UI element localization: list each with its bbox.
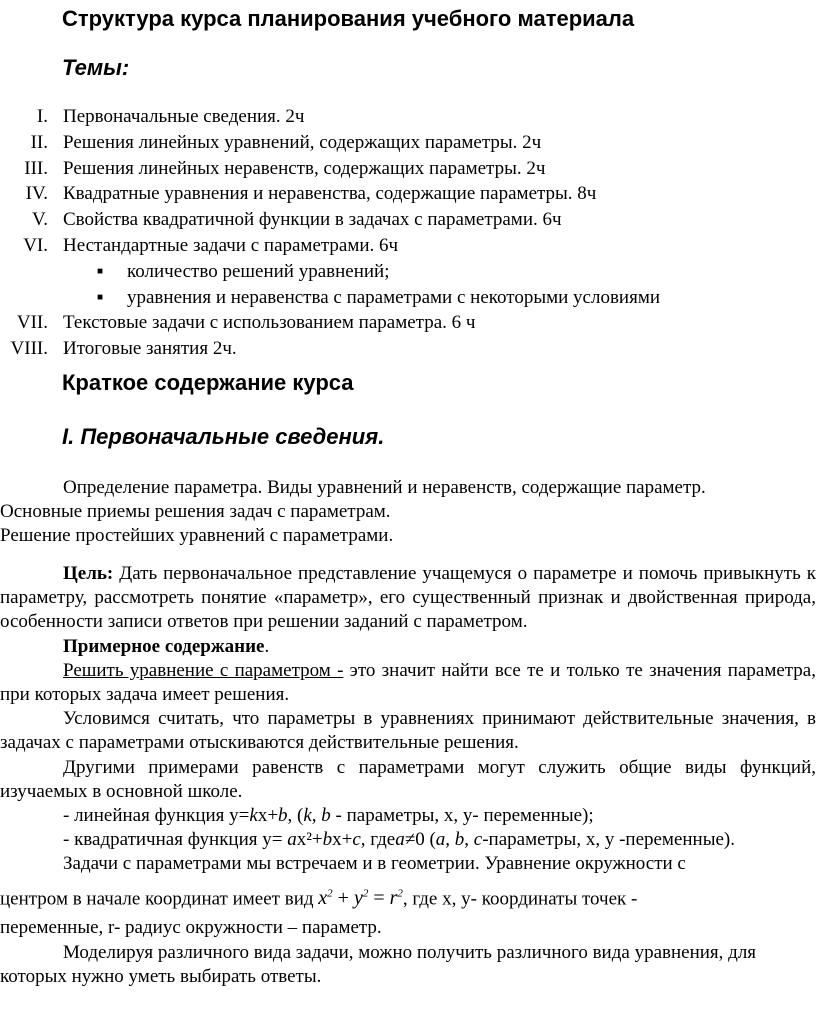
list-item [0, 336, 816, 362]
formula-text: , [445, 829, 455, 851]
circle-equation-line [0, 877, 816, 917]
sublist-text: уравнения и неравенства с параметрами с некоторыми условиями [127, 286, 661, 308]
square-bullet-icon: ■ [97, 291, 104, 303]
sample-label: Примерное содержание [63, 635, 265, 657]
geometry-line: Задачи с параметрами мы встречаем и в геометрии. Уравнение окружности с [63, 853, 686, 875]
formula-exponent: 2 [327, 887, 333, 900]
list-item [0, 156, 816, 182]
goal-text: Дать первоначальное представление учащемуся о параметре и помочь привыкнуть к параметру, рассмотреть понятие «параметр», его существенный признак и двойственная природа, особенности записи ответов при решении заданий с параметром. [0, 563, 816, 633]
formula-var: a [435, 829, 446, 851]
formula-var: r [389, 887, 398, 910]
sample-heading: Примерное содержание. [63, 635, 270, 657]
formula-text: - линейная функция y= [63, 805, 250, 827]
square-bullet-icon: ■ [97, 265, 104, 277]
list-number: VI. [23, 234, 48, 256]
topics-list [0, 104, 816, 362]
list-number: VII. [16, 312, 48, 334]
formula-text: x+ [332, 829, 353, 851]
list-item [0, 104, 816, 130]
formula-text: x+ [257, 805, 279, 827]
formula-exponent: 2 [397, 887, 403, 900]
list-number: III. [24, 157, 48, 179]
list-number: II. [30, 131, 48, 153]
list-text: Первоначальные сведения. 2ч [63, 106, 305, 127]
list-item [0, 207, 816, 233]
list-item [0, 310, 816, 336]
list-text: Итоговые занятия 2ч. [63, 338, 237, 360]
list-item [0, 233, 816, 259]
definition-text: это значит найти все те и только те значения параметра, при которых задача имеет решения. [0, 659, 816, 706]
list-text: Квадратные уравнения и неравенства, содержащие параметры. 8ч [63, 183, 597, 205]
formula-text: , где [360, 829, 396, 851]
list-text: Свойства квадратичной функции в задачах с параметрами. 6ч [63, 209, 562, 231]
formula-operator: = [368, 887, 390, 910]
intro-line: Основные приемы решения задач с параметрам. [0, 501, 391, 523]
formula-var: b [321, 805, 331, 827]
formula-text: - параметры, x, y- переменные); [330, 805, 594, 827]
definition-dash: - [337, 659, 344, 681]
formula-text: x²+ [296, 829, 323, 851]
intro-line: Определение параметра. Виды уравнений и неравенств, содержащие параметр. [63, 477, 706, 498]
list-item [0, 130, 816, 156]
summary-heading: Краткое содержание курса [62, 370, 354, 395]
convention-paragraph: Условимся считать, что параметры в уравнениях принимают действительные значения, в задачах с параметрами отыскиваются действительные решения. [0, 708, 816, 754]
examples-paragraph: Другими примерами равенств с параметрами могут служить общие виды функций, изучаемых в основной школе. [0, 756, 816, 802]
formula-var: b [322, 829, 333, 851]
formula-text: -параметры, x, y -переменные). [482, 829, 736, 851]
formula-exponent: 2 [362, 887, 369, 900]
section-heading: I. Первоначальные сведения. [62, 424, 385, 449]
quadratic-function-line [0, 828, 816, 852]
formula-var: x [318, 887, 328, 910]
list-number: I. [36, 106, 48, 127]
sublist-item [0, 285, 816, 311]
formula-text: 0 ( [415, 829, 436, 851]
formula-var: b [278, 805, 288, 827]
closing-paragraph: Моделируя различного вида задачи, можно получить различного вида уравнения, для которых нужно уметь выбирать ответы. [0, 941, 757, 987]
formula-text: , ( [287, 805, 304, 827]
page-title: Структура курса планирования учебного материала [62, 6, 635, 31]
section-body [0, 562, 816, 989]
goal-label: Цель: [63, 563, 114, 584]
goal-paragraph [0, 562, 816, 635]
formula-var: y [353, 887, 363, 910]
definition-paragraph [0, 659, 816, 707]
formula-var: k [303, 805, 312, 827]
list-text: Текстовые задачи с использованием параметра. 6 ч [63, 312, 476, 334]
sublist-text: количество решений уравнений; [127, 260, 390, 282]
geometry-line: переменные, r- радиус окружности – параметр. [0, 917, 382, 939]
formula-var: c [473, 829, 483, 851]
intro-line: Решение простейших уравнений с параметрами. [0, 525, 394, 547]
definition-term: Решить уравнение с параметром [63, 659, 338, 681]
list-text: Решения линейных уравнений, содержащих параметры. 2ч [63, 131, 542, 153]
list-text: Решения линейных неравенств, содержащих параметры. 2ч [63, 157, 546, 179]
list-text: Нестандартные задачи с параметрами. 6ч [63, 234, 399, 256]
list-number: VIII. [10, 338, 48, 360]
formula-var: b [454, 829, 465, 851]
formula-operator: + [332, 887, 354, 910]
formula-text: центром в начале координат имеет вид [0, 888, 319, 910]
formula-text: , [464, 829, 474, 851]
formula-var: k [249, 805, 258, 827]
sublist-item [0, 259, 816, 285]
topics-heading: Темы: [62, 55, 130, 80]
formula-var: c [352, 829, 361, 851]
list-item [0, 181, 816, 207]
circle-formula [318, 887, 403, 909]
formula-text: - квадратичная функция y= [63, 829, 288, 851]
list-number: V. [31, 209, 48, 231]
formula-text: , [311, 805, 322, 827]
formula-text: , где x, y- координаты точек - [402, 888, 638, 910]
list-number: IV. [25, 183, 48, 205]
formula-var: a≠ [395, 829, 416, 851]
intro-paragraph [0, 476, 816, 549]
formula-var: a [287, 829, 297, 851]
linear-function-line [0, 804, 816, 828]
